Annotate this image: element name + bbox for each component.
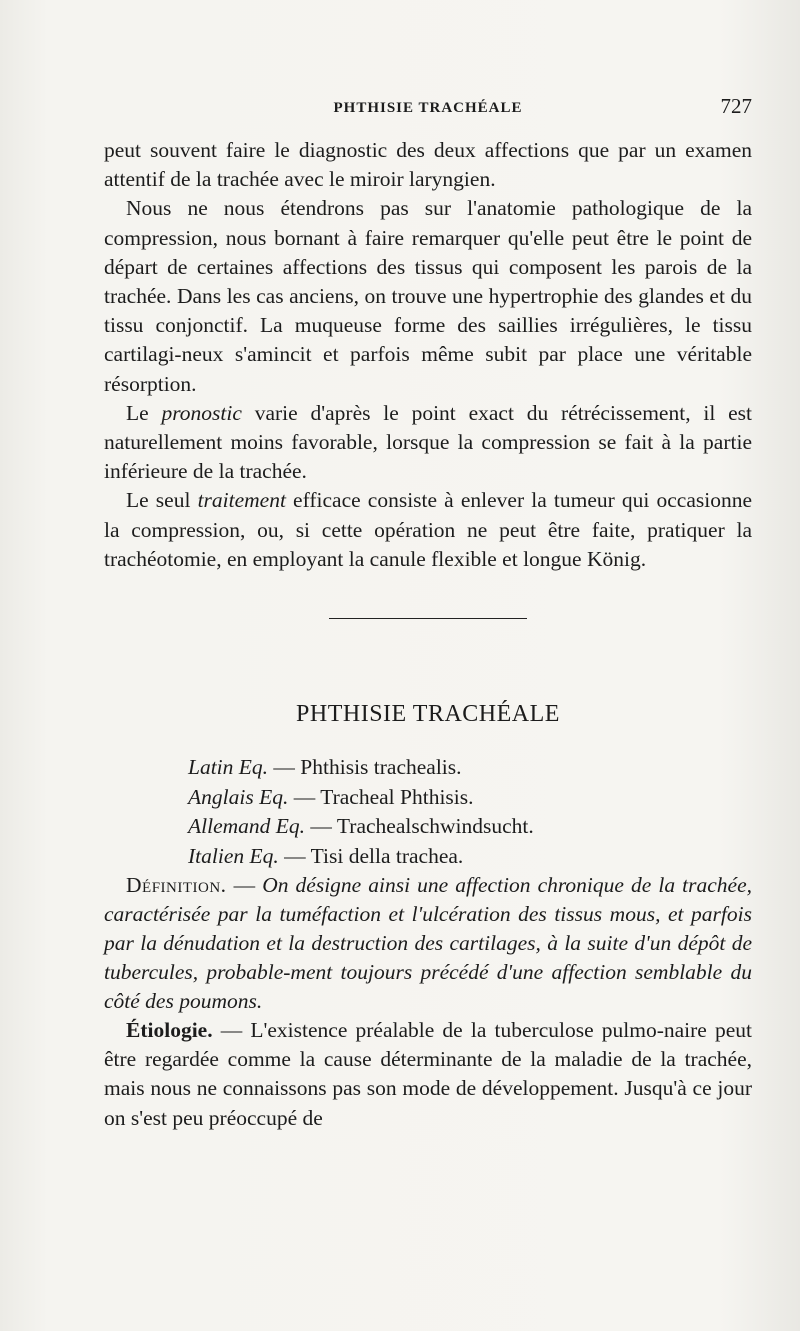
definition-label: Définition.: [126, 873, 227, 898]
equivalent-lang: Allemand Eq.: [188, 814, 306, 839]
prognosis-text: varie d'après le point exact du rétrécissement, il est naturellement moins favorable, lorsque la compression se fait à la partie inférieure de la trachée.: [104, 400, 752, 484]
section-title: PHTHISIE TRACHÉALE: [296, 701, 560, 728]
equivalent-sep: —: [278, 843, 311, 868]
etiology-label: Étiologie.: [126, 1018, 213, 1043]
definition-sep: —: [226, 873, 263, 898]
equivalent-german: [188, 812, 752, 842]
equivalent-term: Trachealschwindsucht.: [336, 814, 534, 839]
paragraph-prognosis: [104, 399, 752, 487]
paragraph-anatomy: Nous ne nous étendrons pas sur l'anatomie pathologique de la compression, nous bornant à faire remarquer qu'elle peut être le point de départ de certaines affections des tissus qui composent les parois de la trachée. Dans les cas anciens, on trouve une hypertrophie des glandes et du tissu conjonctif. La muqueuse forme des saillies irrégulières, le tissu cartilagi-neux s'amincit et parfois même subit par place une véritable résorption.: [104, 196, 752, 396]
section-divider: [329, 618, 527, 619]
body-text: [104, 136, 752, 1133]
paragraph-etiology: [104, 1016, 752, 1133]
running-title: PHTHISIE TRACHÉALE: [333, 100, 523, 116]
equivalent-sep: —: [288, 784, 321, 809]
equivalent-sep: —: [305, 814, 337, 839]
equivalents-list: [188, 753, 752, 871]
etiology-text: L'existence préalable de la tuberculose pulmo-naire peut être regardée comme la cause déterminante de la maladie de la trachée, mais nous ne connaissons pas son mode de développement. Jusqu'à ce jour on s'est peu préoccupé de: [104, 1018, 752, 1130]
page-number: 727: [720, 94, 752, 118]
paragraph-diagnostic: peut souvent faire le diagnostic des deux affections que par un examen attentif de la trachée avec le miroir laryngien.: [104, 138, 752, 192]
equivalent-term: Tracheal Phthisis.: [320, 784, 474, 809]
equivalent-italian: [188, 842, 752, 872]
etiology-sep: —: [212, 1018, 251, 1043]
equivalent-term: Tisi della trachea.: [310, 843, 464, 868]
prognosis-term: pronostic: [161, 400, 242, 425]
treatment-text: efficace consiste à enlever la tumeur qui occasionne la compression, ou, si cette opération ne peut être faite, pratiquer la trachéotomie, en employant la canule flexible et longue König.: [104, 488, 753, 571]
treatment-lead: Le seul: [126, 488, 198, 513]
definition-text: On désigne ainsi une affection chronique de la trachée, caractérisée par la tuméfaction et l'ulcération des tissus mous, et parfois par la dénudation et la destruction des cartilages, à la suite d'un dépôt de tubercules, probable-ment toujours précédé d'une affection semblable du côté des poumons.: [104, 873, 753, 1014]
paragraph-definition: [104, 871, 752, 1016]
equivalent-latin: [188, 753, 752, 783]
equivalent-term: Phthisis trachealis.: [300, 755, 462, 780]
running-header: [104, 94, 752, 124]
equivalent-sep: —: [268, 755, 301, 780]
equivalent-english: [188, 783, 752, 813]
paragraph-treatment: [104, 486, 752, 574]
equivalent-lang: Anglais Eq.: [188, 784, 289, 809]
equivalent-lang: Latin Eq.: [188, 755, 269, 780]
treatment-term: traitement: [197, 488, 286, 513]
prognosis-lead: Le: [126, 400, 162, 425]
equivalent-lang: Italien Eq.: [188, 843, 279, 868]
